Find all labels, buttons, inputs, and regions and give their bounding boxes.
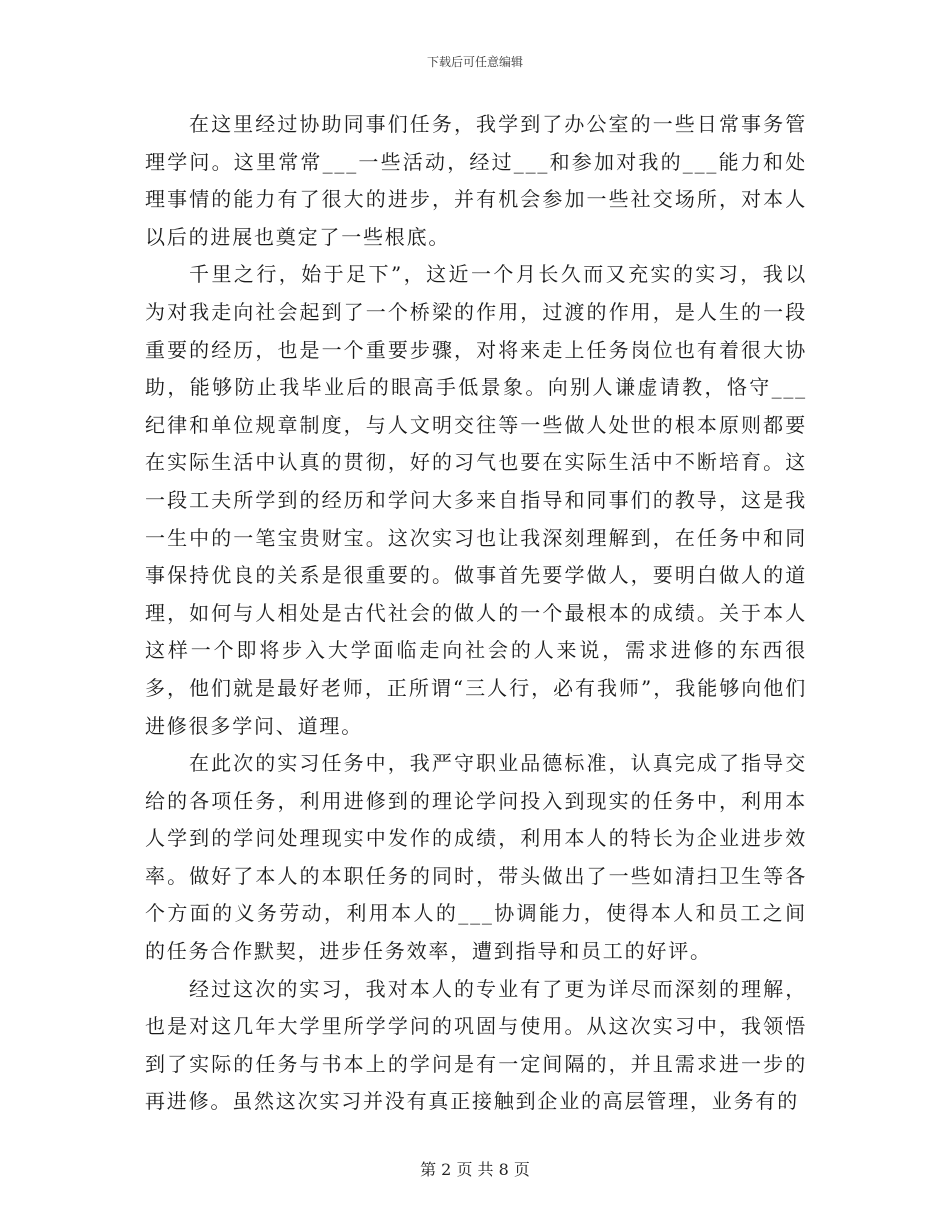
- paragraph-1: 在这里经过协助同事们任务，我学到了办公室的一些日常事务管理学问。这里常常___一些活动，经过___和参加对我的___能力和处理事情的能力有了很大的进步，并有机会参加一些社交场所，对本人以后的进展也奠定了一些根底。: [145, 112, 807, 249]
- document-body: [145, 106, 807, 1121]
- paragraph-3: 在此次的实习任务中，我严守职业品德标准，认真完成了指导交给的各项任务，利用进修到的理论学问投入到现实的任务中，利用本人学到的学问处理现实中发作的成绩，利用本人的特长为企业进步效率。做好了本人的本职任务的同时，带头做出了一些如清扫卫生等各个方面的义务劳动，利用本人的___协调能力，使得本人和员工之间的任务合作默契，进步任务效率，遭到指导和员工的好评。: [145, 751, 807, 964]
- paragraph-4: 经过这次的实习，我对本人的专业有了更为详尽而深刻的理解，也是对这几年大学里所学学问的巩固与使用。从这次实习中，我领悟到了实际的任务与书本上的学问是有一定间隔的，并且需求进一步的再进修。虽然这次实习并没有真正接触到企业的高层管理，业务有的: [145, 976, 807, 1114]
- paragraph-2: 千里之行，始于足下”，这近一个月长久而又充实的实习，我以为对我走向社会起到了一个桥梁的作用，过渡的作用，是人生的一段重要的经历，也是一个重要步骤，对将来走上任务岗位也有着很大协助，能够防止我毕业后的眼高手低景象。向别人谦虚请教，恪守___纪律和单位规章制度，与人文明交往等一些做人处世的根本原则都要在实际生活中认真的贯彻，好的习气也要在实际生活中不断培育。这一段工夫所学到的经历和学问大多来自指导和同事们的教导，这是我一生中的一笔宝贵财宝。这次实习也让我深刻理解到，在任务中和同事保持优良的关系是很重要的。做事首先要学做人，要明白做人的道理，如何与人相处是古代社会的做人的一个最根本的成绩。关于本人这样一个即将步入大学面临走向社会的人来说，需求进修的东西很多，他们就是最好老师，正所谓“三人行，必有我师”，我能够向他们进修很多学问、道理。: [145, 262, 807, 738]
- page-number-footer: 第 2 页 共 8 页: [420, 1160, 530, 1179]
- page-header-note: 下载后可任意编辑: [426, 55, 523, 69]
